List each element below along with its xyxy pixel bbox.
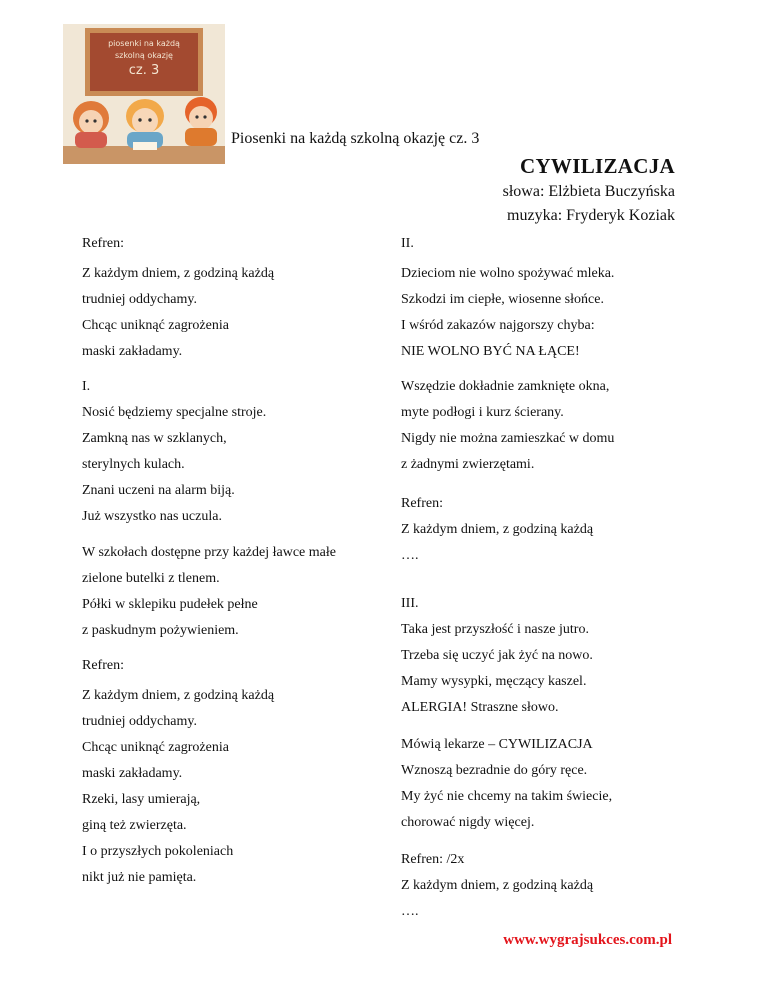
lyric-line: trudniej oddychamy. xyxy=(82,714,197,729)
lyric-line: myte podłogi i kurz ścierany. xyxy=(401,405,564,420)
music-credit: muzyka: Fryderyk Koziak xyxy=(507,207,675,224)
lyric-line: trudniej oddychamy. xyxy=(82,292,197,307)
lyric-line: Mamy wysypki, męczący kaszel. xyxy=(401,674,587,689)
lyric-line: …. xyxy=(401,548,419,563)
lyric-line: ALERGIA! Straszne słowo. xyxy=(401,700,559,715)
lyric-line: Rzeki, lasy umierają, xyxy=(82,792,201,807)
lyric-line: Z każdym dniem, z godziną każdą xyxy=(82,688,275,703)
lyric-line: W szkołach dostępne przy każdej ławce małe xyxy=(82,545,336,560)
lyric-line: My żyć nie chcemy na takim świecie, xyxy=(401,789,613,804)
board-line: cz. 3 xyxy=(128,63,160,78)
board-line: piosenki na każdą xyxy=(108,39,180,48)
lyric-line: Taka jest przyszłość i nasze jutro. xyxy=(401,622,589,637)
lyric-line: Wszędzie dokładnie zamknięte okna, xyxy=(401,379,610,394)
lyric-line: Wznoszą bezradnie do góry ręce. xyxy=(401,763,588,778)
lyric-line: …. xyxy=(401,904,419,919)
lyric-line: NIE WOLNO BYĆ NA ŁĄCE! xyxy=(401,344,580,359)
lyric-line: chorować nigdy więcej. xyxy=(401,815,535,830)
lyric-line: Chcąc uniknąć zagrożenia xyxy=(82,318,229,333)
lyric-line: Zamkną nas w szklanych, xyxy=(82,431,227,446)
lyric-line: Już wszystko nas uczula. xyxy=(82,509,222,524)
lyric-line: Szkodzi im ciepłe, wiosenne słońce. xyxy=(401,292,604,307)
lyric-line: nikt już nie pamięta. xyxy=(82,870,197,885)
lyric-line: II. xyxy=(401,236,414,251)
lyric-line: giną też zwierzęta. xyxy=(82,818,187,833)
lyric-line: sterylnych kulach. xyxy=(82,457,185,472)
lyric-line: I. xyxy=(82,379,91,394)
lyric-line: Nosić będziemy specjalne stroje. xyxy=(82,405,267,420)
song-title: CYWILIZACJA xyxy=(520,154,675,178)
lyric-line: Z każdym dniem, z godziną każdą xyxy=(401,522,594,537)
lyric-line: Chcąc uniknąć zagrożenia xyxy=(82,740,229,755)
songbook-logo xyxy=(63,24,225,164)
lyric-line: z paskudnym pożywieniem. xyxy=(82,623,239,638)
chalkboard xyxy=(85,28,203,96)
lyric-line: I wśród zakazów najgorszy chyba: xyxy=(401,318,595,333)
board-line: szkolną okazję xyxy=(115,51,173,60)
lyric-line: Refren: /2x xyxy=(401,852,465,867)
lyric-line: Refren: xyxy=(82,236,124,251)
lyric-line: Refren: xyxy=(401,496,443,511)
lyric-line: Z każdym dniem, z godziną każdą xyxy=(401,878,594,893)
lyric-line: Trzeba się uczyć jak żyć na nowo. xyxy=(401,648,593,663)
lyric-line: maski zakładamy. xyxy=(82,766,183,781)
lyric-line: Refren: xyxy=(82,658,124,673)
lyric-line: z żadnymi zwierzętami. xyxy=(401,457,535,472)
lyric-line: Mówią lekarze – CYWILIZACJA xyxy=(401,737,593,752)
lyric-line: I o przyszłych pokoleniach xyxy=(82,844,234,859)
lyric-line: Znani uczeni na alarm biją. xyxy=(82,483,235,498)
lyric-line: Z każdym dniem, z godziną każdą xyxy=(82,266,275,281)
series-title: Piosenki na każdą szkolną okazję cz. 3 xyxy=(231,130,480,147)
lyric-line: Dzieciom nie wolno spożywać mleka. xyxy=(401,266,615,281)
lyric-line: Nigdy nie można zamieszkać w domu xyxy=(401,431,615,446)
website-link[interactable]: www.wygrajsukces.com.pl xyxy=(503,932,672,948)
lyric-line: zielone butelki z tlenem. xyxy=(82,571,220,586)
lyrics-credit: słowa: Elżbieta Buczyńska xyxy=(502,183,675,200)
lyric-line: maski zakładamy. xyxy=(82,344,183,359)
children-illustration xyxy=(63,88,225,164)
lyric-line: Półki w sklepiku pudełek pełne xyxy=(82,597,258,612)
lyric-line: III. xyxy=(401,596,419,611)
